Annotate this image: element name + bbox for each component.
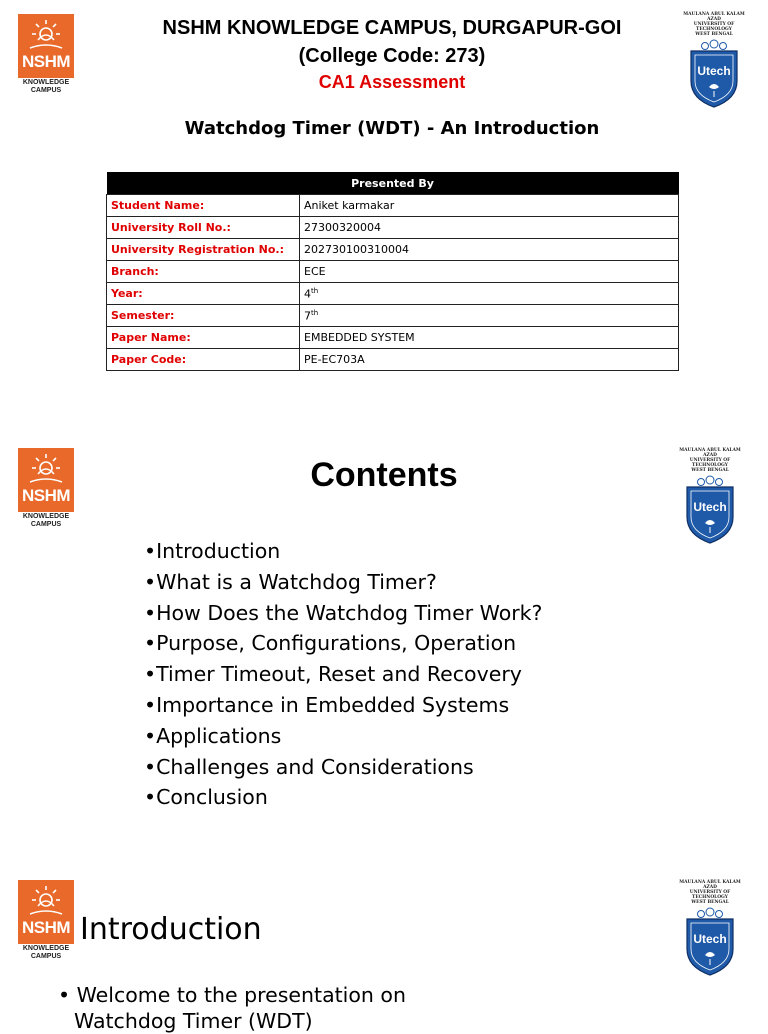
utech-logo <box>678 448 742 545</box>
row-value: EMBEDDED SYSTEM <box>300 327 679 349</box>
utech-top-text-1: MAULANA ABUL KALAM AZAD <box>679 880 741 890</box>
table-row <box>107 283 679 305</box>
year-suffix: th <box>311 286 319 295</box>
utech-top-text-3: WEST BENGAL <box>695 32 733 37</box>
row-value: ECE <box>300 261 679 283</box>
college-code: (College Code: 273) <box>298 45 486 67</box>
nshm-logo-text: NSHM <box>21 486 71 505</box>
nshm-logo-sub-1: KNOWLEDGE <box>22 79 70 86</box>
utech-top-text-2: UNIVERSITY OF TECHNOLOGY <box>693 22 735 32</box>
list-item: •Importance in Embedded Systems <box>144 692 510 717</box>
nshm-logo <box>18 880 74 961</box>
row-value <box>300 305 679 327</box>
utech-logo <box>682 12 746 109</box>
college-name: NSHM KNOWLEDGE CAMPUS, DURGAPUR-GOI <box>162 17 622 39</box>
utech-logo <box>678 880 742 977</box>
row-label: Paper Name: <box>107 327 300 349</box>
utech-top-text-1: MAULANA ABUL KALAM AZAD <box>679 448 741 458</box>
utech-center-text: Utech <box>693 932 727 946</box>
list-item: •How Does the Watchdog Timer Work? <box>144 600 543 625</box>
table-row <box>107 327 679 349</box>
row-value: Aniket karmakar <box>300 195 679 217</box>
row-label: Student Name: <box>107 195 300 217</box>
row-label: Year: <box>107 283 300 305</box>
nshm-logo-sub-2: CAMPUS <box>30 87 62 94</box>
nshm-logo-sub-2: CAMPUS <box>30 521 62 528</box>
utech-top-text-2: UNIVERSITY OF TECHNOLOGY <box>689 458 731 468</box>
row-value: PE-EC703A <box>300 349 679 371</box>
nshm-logo-text: NSHM <box>21 918 71 937</box>
row-label: Paper Code: <box>107 349 300 371</box>
slide-title <box>0 0 768 400</box>
presenter-table-header: Presented By <box>107 172 679 195</box>
row-label: University Roll No.: <box>107 217 300 239</box>
nshm-logo <box>18 14 74 95</box>
table-row <box>107 349 679 371</box>
row-label: Semester: <box>107 305 300 327</box>
utech-top-text-1: MAULANA ABUL KALAM AZAD <box>683 12 745 22</box>
semester-suffix: th <box>311 308 319 317</box>
list-item: •What is a Watchdog Timer? <box>144 569 437 594</box>
row-value: 27300320004 <box>300 217 679 239</box>
slide-contents <box>0 420 768 840</box>
bullet-line-2: Watchdog Timer (WDT) <box>74 1009 313 1033</box>
list-item: •Introduction <box>144 539 281 563</box>
list-item: •Timer Timeout, Reset and Recovery <box>144 662 522 687</box>
nshm-logo-sub-1: KNOWLEDGE <box>22 513 70 520</box>
utech-top-text-3: WEST BENGAL <box>691 900 729 905</box>
utech-center-text: Utech <box>697 64 731 78</box>
nshm-logo-text: NSHM <box>21 52 71 71</box>
presenter-table <box>106 172 679 371</box>
list-item: •Purpose, Configurations, Operation <box>144 631 517 656</box>
row-value <box>300 283 679 305</box>
nshm-logo-sub-2: CAMPUS <box>30 953 62 960</box>
table-row <box>107 239 679 261</box>
assessment-label: CA1 Assessment <box>318 72 466 92</box>
contents-title: Contents <box>310 456 458 494</box>
nshm-logo-sub-1: KNOWLEDGE <box>22 945 70 952</box>
year-value: 4 <box>304 287 311 301</box>
list-item: •Challenges and Considerations <box>144 754 474 779</box>
presentation-title: Watchdog Timer (WDT) - An Introduction <box>184 118 600 139</box>
list-item: •Applications <box>144 723 282 748</box>
row-label: University Registration No.: <box>107 239 300 261</box>
utech-center-text: Utech <box>693 500 727 514</box>
row-value: 202730100310004 <box>300 239 679 261</box>
utech-top-text-2: UNIVERSITY OF TECHNOLOGY <box>689 890 731 900</box>
utech-top-text-3: WEST BENGAL <box>691 468 729 473</box>
bullet-line-1: • Welcome to the presentation on <box>58 983 406 1007</box>
table-row <box>107 217 679 239</box>
table-row <box>107 305 679 327</box>
list-item: •Conclusion <box>144 785 268 810</box>
introduction-title: Introduction <box>80 912 262 947</box>
contents-list <box>144 536 542 813</box>
row-label: Branch: <box>107 261 300 283</box>
slide-introduction <box>0 860 768 1033</box>
table-row <box>107 261 679 283</box>
table-row <box>107 195 679 217</box>
semester-value: 7 <box>304 309 311 323</box>
introduction-bullet <box>58 982 406 1034</box>
